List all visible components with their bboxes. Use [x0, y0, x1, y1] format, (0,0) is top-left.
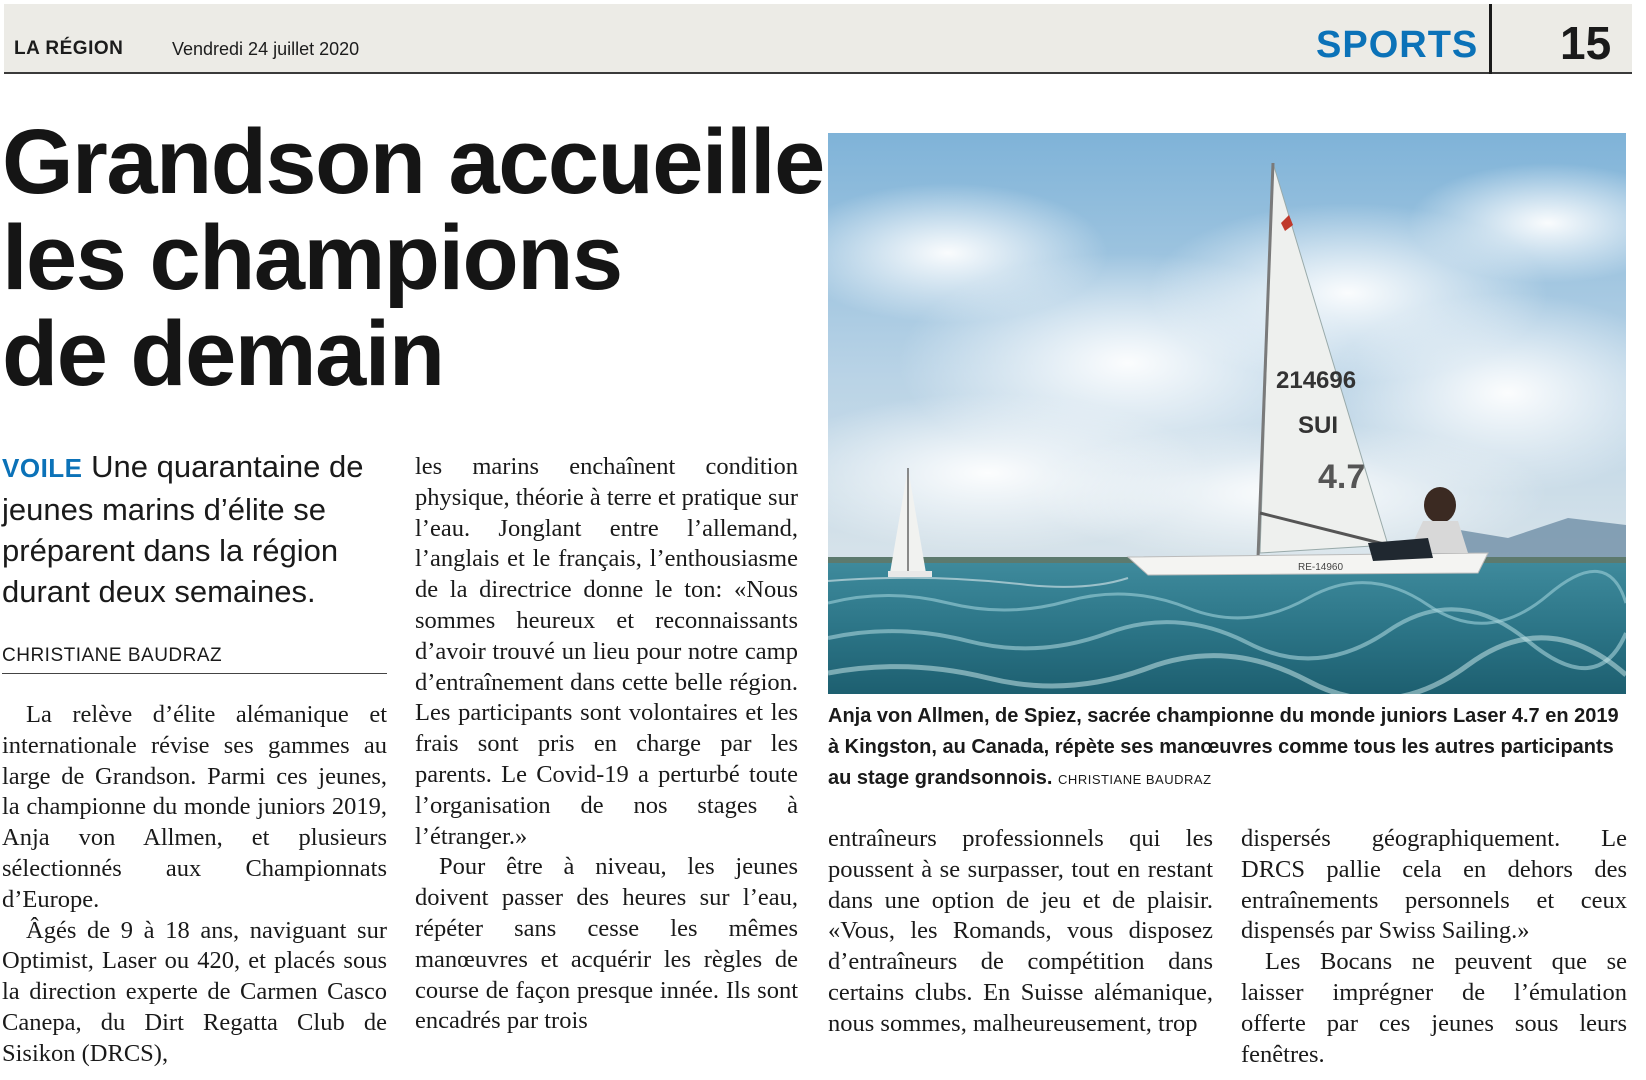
- lead-text: Une quarantaine de jeunes marins d’élite se préparent dans la région durant deux semaines.: [2, 449, 364, 609]
- article-lead: [2, 446, 392, 612]
- sail-country-text: SUI: [1298, 412, 1339, 439]
- sailing-photo-illustration: [828, 133, 1626, 694]
- section-title: SPORTS: [1316, 24, 1479, 66]
- photo-credit: CHRISTIANE BAUDRAZ: [1058, 772, 1212, 787]
- caption-text: Anja von Allmen, de Spiez, sacrée championne du monde juniors Laser 4.7 en 2019 à Kingston, au Canada, répète ses manœuvres comme tous les autres participants au stage grandsonnois.: [828, 705, 1619, 789]
- sail-number-text: 214696: [1276, 367, 1357, 394]
- page-header: [4, 4, 1632, 74]
- paragraph: entraîneurs professionnels qui les poussent à se surpasser, tout en restant dans une option de jeu et de plaisir. «Vous, les Romands, vous disposez d’entraîneurs de compétition dans certains clubs. En Suisse alémanique, nous sommes, malheureusement, trop: [828, 825, 1213, 1037]
- text-column-2: [415, 452, 798, 1037]
- paragraph: les marins enchaînent condition physique, théorie à terre et pratique sur l’eau. Jonglant entre l’allemand, l’anglais et le français, l’enthousiasme de la directrice donne le ton: «Nous sommes heureux et reconnaissants d’avoir trouvé un lieu pour notre camp d’entraînement dans cette belle région. Les participants sont volontaires et les frais sont pris en charge par les parents. Le Covid-19 a perturbé toute l’organisation de nos stages à l’étranger.»: [415, 453, 799, 850]
- photo-caption: [828, 701, 1626, 795]
- text-column-1: [2, 700, 387, 1070]
- kicker: VOILE: [2, 453, 83, 483]
- text-column-4: [1241, 824, 1627, 1070]
- paragraph: Les Bocans ne peuvent que se laisser imprégner de l’émulation offerte par ces jeunes sous leurs fenêtres.: [1241, 948, 1627, 1068]
- article-photo: [828, 133, 1626, 694]
- paragraph: dispersés géographiquement. Le DRCS pallie cela en dehors des entraînements personnels et ceux dispensés par Swiss Sailing.»: [1241, 825, 1627, 945]
- headline-line: de demain: [2, 303, 444, 405]
- sail-class-text: 4.7: [1318, 458, 1366, 496]
- article-headline: [2, 111, 824, 405]
- issue-date: Vendredi 24 juillet 2020: [172, 39, 360, 59]
- byline: CHRISTIANE BAUDRAZ: [2, 645, 387, 674]
- headline-line: les champions: [2, 207, 622, 309]
- page-number: 15: [1560, 17, 1612, 69]
- paragraph: La relève d’élite alémanique et internationale révise ses gammes au large de Grandson. Parmi ces jeunes, la championne du monde juniors 2019, Anja von Allmen, et plusieurs sélectionnés aux Championnats d’Europe.: [2, 701, 387, 913]
- hull-number-text: RE-14960: [1298, 562, 1344, 573]
- headline-line: Grandson accueille: [2, 111, 824, 213]
- text-column-3: [828, 824, 1213, 1040]
- publication-name: LA RÉGION: [14, 38, 124, 59]
- header-divider: [1489, 4, 1492, 74]
- paragraph: Âgés de 9 à 18 ans, naviguant sur Optimist, Laser ou 420, et placés sous la direction experte de Carmen Casco Canepa, du Dirt Regatta Club de Sisikon (DRCS),: [2, 916, 387, 1067]
- paragraph: Pour être à niveau, les jeunes doivent passer des heures sur l’eau, répéter sans cesse les mêmes manœuvres et acquérir les règles de course de façon presque innée. Ils sont encadrés par trois: [415, 853, 798, 1035]
